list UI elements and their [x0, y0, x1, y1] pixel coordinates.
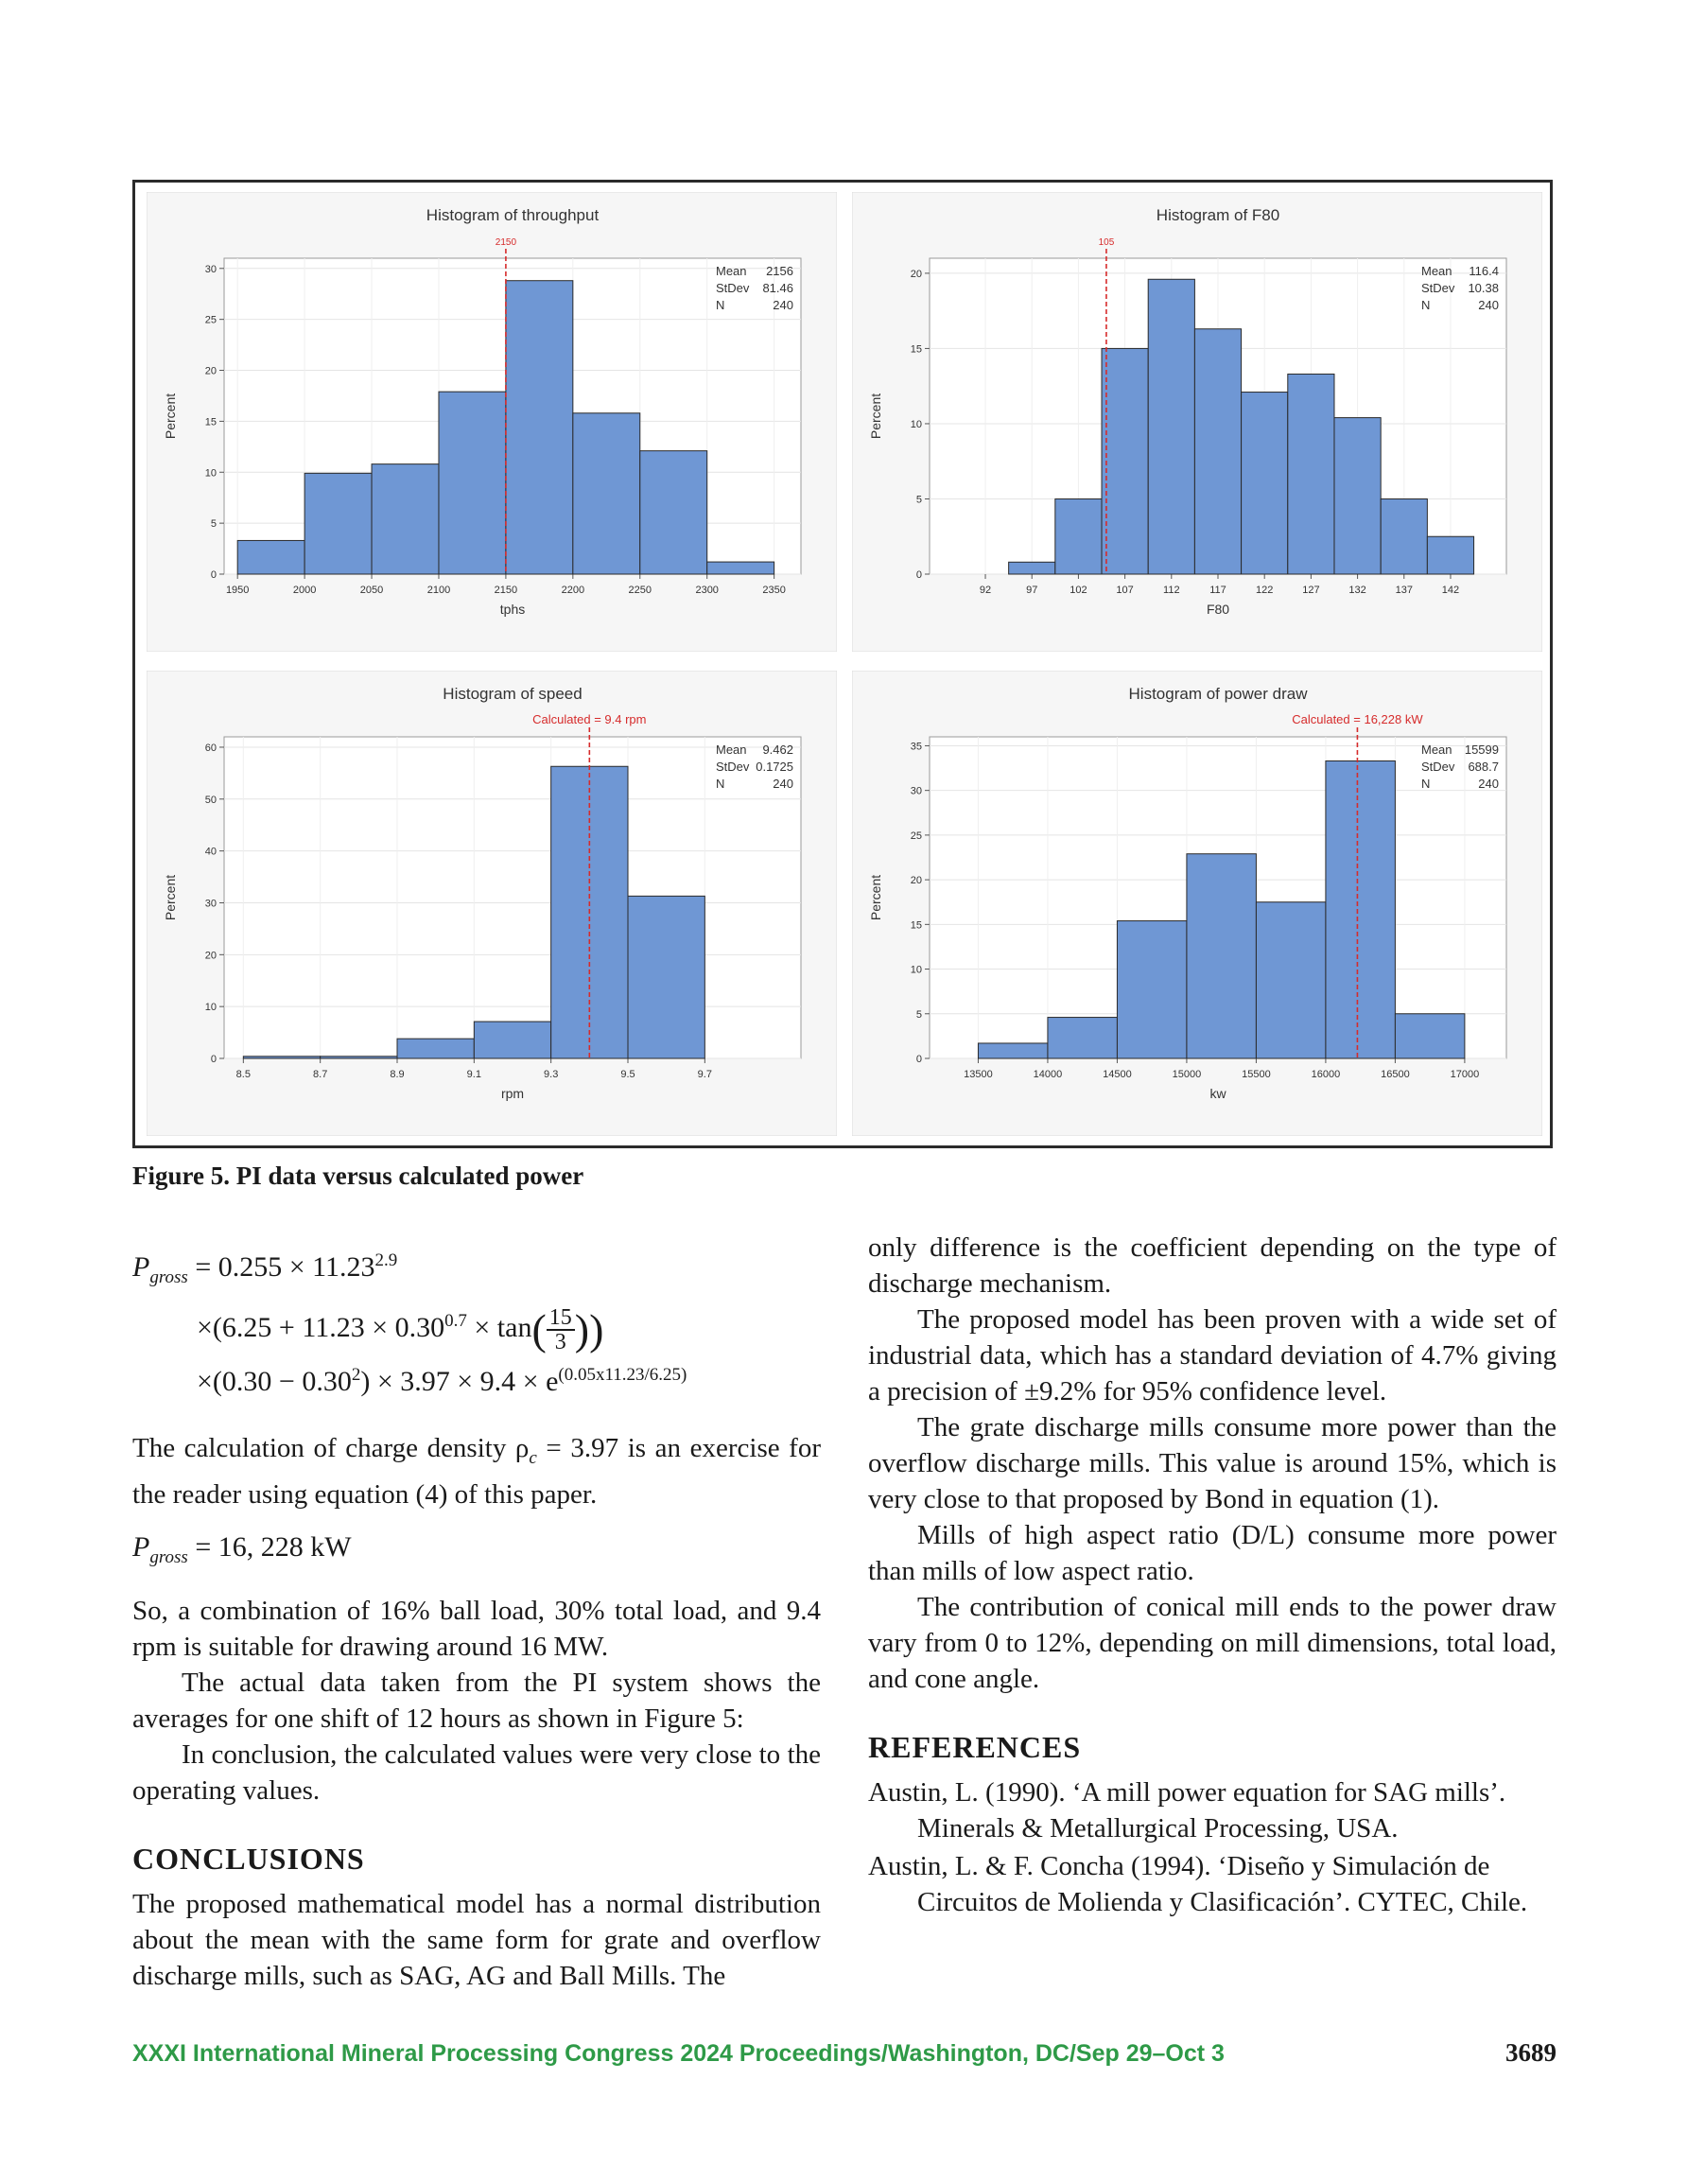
histogram-bar — [1427, 536, 1473, 574]
footer-conference: XXXI International Mineral Processing Congress 2024 Proceedings/Washington, DC/Sep 29–Oct 3 — [132, 2040, 1225, 2067]
stats-label: N — [716, 298, 725, 312]
histogram-bar — [506, 281, 573, 574]
paragraph-combination: So, a combination of 16% ball load, 30% total load, and 9.4 rpm is suitable for drawing around 16 MW. — [132, 1595, 821, 1662]
figure-caption: Figure 5. PI data versus calculated power — [132, 1162, 584, 1190]
x-tick-label: 16500 — [1381, 1069, 1410, 1080]
equation-line-2: $\times(6.25 + 11.23 \times 0.30^{0.7} \times \tan$( $\frac{15}{3}$ )) — [197, 1305, 604, 1355]
references-heading: REFERENCES — [868, 1730, 1082, 1764]
y-tick-label: 0 — [915, 569, 922, 581]
histogram-power-draw — [852, 671, 1542, 1136]
histogram-f80 — [852, 192, 1542, 652]
histogram-throughput — [147, 192, 837, 652]
chart-title: Histogram of F80 — [1156, 206, 1280, 224]
histogram-bar — [237, 540, 304, 574]
y-tick-label: 5 — [915, 494, 922, 506]
x-tick-label: 2250 — [628, 585, 652, 596]
y-tick-label: 20 — [204, 950, 217, 962]
histogram-bar — [1194, 329, 1241, 574]
histogram-bar — [321, 1057, 397, 1058]
x-tick-label: 117 — [1209, 585, 1226, 596]
stats-value: 240 — [773, 298, 793, 312]
y-tick-label: 30 — [204, 263, 217, 275]
y-tick-label: 20 — [910, 875, 922, 887]
y-tick-label: 60 — [204, 742, 217, 754]
reference-line-label: 2150 — [495, 237, 517, 248]
chart-title: Histogram of power draw — [1128, 685, 1308, 703]
stats-label: Mean — [1421, 743, 1452, 757]
histogram-bar — [243, 1057, 320, 1058]
chart-title: Histogram of throughput — [426, 206, 600, 224]
x-tick-label: 14000 — [1033, 1069, 1063, 1080]
y-axis-label: Percent — [163, 874, 178, 921]
histogram-bar — [1326, 761, 1395, 1059]
x-tick-label: 107 — [1116, 585, 1134, 596]
y-tick-label: 5 — [915, 1008, 922, 1021]
histogram-bar — [397, 1039, 474, 1058]
equation-line-3: $\times(0.30 - 0.30^2) \times 3.97 \times 9.4 \times e^{(0.05x11.23/6.25)}$ — [197, 1365, 687, 1398]
y-tick-label: 35 — [910, 741, 922, 753]
y-tick-label: 15 — [910, 343, 922, 356]
equation-line-1: $P_{gross} = 0.255 \times 11.23^{2.9}$ — [132, 1250, 398, 1287]
stats-value: 2156 — [766, 264, 793, 278]
paragraph-model-proven: The proposed model has been proven with a wide set of industrial data, which has a standard deviation of 4.7% giving a precision of ±9.2% for 95% confidence level. — [868, 1304, 1557, 1406]
x-tick-label: 2350 — [762, 585, 786, 596]
x-axis-label: F80 — [1206, 602, 1230, 617]
stats-label: Mean — [1421, 264, 1452, 278]
stats-value: 0.1725 — [756, 760, 793, 774]
histogram-bar — [573, 413, 640, 574]
histogram-speed — [147, 671, 837, 1136]
y-tick-label: 0 — [210, 569, 217, 581]
histogram-bar — [1256, 902, 1325, 1058]
x-tick-label: 1950 — [225, 585, 250, 596]
x-axis-label: kw — [1209, 1086, 1226, 1101]
x-tick-label: 13500 — [964, 1069, 993, 1080]
y-tick-label: 30 — [910, 785, 922, 797]
fraction: $\frac{15}{3}$ — [547, 1306, 575, 1354]
histogram-bar — [1395, 1014, 1464, 1058]
histogram-bar — [1055, 498, 1102, 574]
x-tick-label: 8.5 — [235, 1069, 251, 1080]
x-tick-label: 112 — [1163, 585, 1180, 596]
y-tick-label: 10 — [204, 1002, 217, 1014]
reference-item: Austin, L. & F. Concha (1994). ‘Diseño y Simulación de Circuitos de Molienda y Clasificación’. CYTEC, Chile. — [868, 1851, 1528, 1917]
y-tick-label: 30 — [204, 898, 217, 910]
stats-value: 240 — [1478, 777, 1499, 791]
stats-value: 240 — [773, 777, 793, 791]
stats-label: StDev — [1421, 281, 1455, 295]
x-tick-label: 2050 — [359, 585, 384, 596]
histogram-bar — [1117, 921, 1186, 1058]
histogram-bar — [1381, 498, 1427, 574]
equation-result: $P_{gross} = 16$, 228 kW — [132, 1530, 352, 1567]
histogram-bar — [372, 464, 439, 574]
x-tick-label: 17000 — [1450, 1069, 1480, 1080]
y-tick-label: 20 — [204, 365, 217, 377]
stats-label: N — [716, 777, 725, 791]
y-tick-label: 50 — [204, 794, 217, 806]
y-tick-label: 15 — [204, 416, 217, 428]
paragraph-actual-data: The actual data taken from the PI system shows the averages for one shift of 12 hours as shown in Figure 5: — [132, 1667, 821, 1734]
paragraph-grate-discharge: The grate discharge mills consume more power than the overflow discharge mills. This value is around 15%, which is very close to that proposed by Bond in equation (1). — [868, 1412, 1557, 1514]
reference-line-label: Calculated = 16,228 kW — [1292, 712, 1423, 726]
y-tick-label: 10 — [204, 467, 217, 480]
stats-label: Mean — [716, 264, 747, 278]
y-tick-label: 25 — [910, 830, 922, 842]
x-tick-label: 92 — [979, 585, 992, 596]
right-column — [868, 1230, 1557, 1922]
histogram-bar — [1187, 854, 1256, 1058]
figure-frame — [132, 180, 1553, 1148]
histogram-bar — [978, 1043, 1047, 1058]
x-axis-label: tphs — [499, 602, 526, 617]
x-tick-label: 102 — [1070, 585, 1087, 596]
stats-value: 81.46 — [762, 281, 793, 295]
x-tick-label: 122 — [1256, 585, 1274, 596]
x-tick-label: 127 — [1302, 585, 1320, 596]
equation-gross-power — [132, 1239, 821, 1404]
x-tick-label: 9.1 — [466, 1069, 481, 1080]
paragraph-continued: only difference is the coefficient depending on the type of discharge mechanism. — [868, 1232, 1557, 1299]
histogram-bar — [1009, 562, 1055, 574]
stats-value: 240 — [1478, 298, 1499, 312]
histogram-bar — [707, 562, 774, 574]
x-tick-label: 9.7 — [697, 1069, 712, 1080]
paragraph-conical-ends: The contribution of conical mill ends to the power draw vary from 0 to 12%, depending on mill dimensions, total load, and cone angle. — [868, 1592, 1557, 1694]
y-tick-label: 0 — [915, 1054, 922, 1065]
stats-label: StDev — [716, 281, 750, 295]
histogram-bar — [1148, 279, 1194, 574]
x-tick-label: 16000 — [1311, 1069, 1341, 1080]
y-tick-label: 0 — [210, 1054, 217, 1065]
histogram-bar — [1288, 374, 1334, 574]
x-tick-label: 2200 — [561, 585, 585, 596]
x-tick-label: 2300 — [695, 585, 719, 596]
conclusions-heading: CONCLUSIONS — [132, 1841, 365, 1876]
stats-value: 10.38 — [1468, 281, 1499, 295]
stats-value: 688.7 — [1468, 760, 1499, 774]
x-tick-label: 132 — [1348, 585, 1366, 596]
histogram-bar — [640, 451, 707, 574]
y-tick-label: 10 — [910, 418, 922, 430]
x-tick-label: 8.7 — [313, 1069, 328, 1080]
x-tick-label: 97 — [1026, 585, 1038, 596]
left-column — [132, 1230, 821, 1994]
y-tick-label: 5 — [210, 518, 217, 531]
stats-value: 9.462 — [762, 743, 793, 757]
histogram-bar — [474, 1022, 550, 1058]
y-tick-label: 25 — [204, 314, 217, 326]
page-number: 3689 — [1505, 2038, 1557, 2067]
histogram-bar — [439, 392, 506, 574]
x-tick-label: 8.9 — [390, 1069, 405, 1080]
x-tick-label: 15000 — [1172, 1069, 1202, 1080]
histogram-bar — [304, 473, 372, 574]
paragraph-conclusions: The proposed mathematical model has a normal distribution about the mean with the same form for grate and overflow discharge mills, such as SAG, AG and Ball Mills. The — [132, 1888, 821, 1991]
chart-title: Histogram of speed — [443, 685, 583, 703]
stats-value: 116.4 — [1469, 264, 1499, 278]
paragraph-aspect-ratio: Mills of high aspect ratio (D/L) consume more power than mills of low aspect ratio. — [868, 1520, 1557, 1586]
stats-value: 15599 — [1464, 743, 1499, 757]
y-axis-label: Percent — [868, 393, 883, 440]
y-axis-label: Percent — [868, 874, 883, 921]
y-tick-label: 40 — [204, 846, 217, 858]
paragraph-charge-density: The calculation of charge density $\rho_c = 3.97$ is an exercise for the reader using equation (4) of this paper. — [132, 1433, 822, 1510]
x-tick-label: 9.5 — [620, 1069, 635, 1080]
histogram-bar — [1048, 1018, 1117, 1058]
stats-label: StDev — [1421, 760, 1455, 774]
histogram-bar — [1102, 348, 1148, 574]
y-tick-label: 15 — [910, 919, 922, 932]
reference-item: Austin, L. (1990). ‘A mill power equation for SAG mills’. Minerals & Metallurgical Processing, USA. — [868, 1777, 1506, 1843]
x-tick-label: 14500 — [1103, 1069, 1132, 1080]
histogram-bar — [628, 896, 704, 1058]
stats-label: StDev — [716, 760, 750, 774]
plot-area — [224, 737, 801, 1058]
histogram-bar — [1334, 418, 1381, 574]
histogram-bar — [1242, 393, 1288, 574]
x-axis-label: rpm — [500, 1086, 525, 1101]
stats-label: Mean — [716, 743, 747, 757]
x-tick-label: 9.3 — [544, 1069, 559, 1080]
reference-line-label: Calculated = 9.4 rpm — [532, 712, 647, 726]
y-axis-label: Percent — [163, 393, 178, 440]
x-tick-label: 15500 — [1242, 1069, 1271, 1080]
reference-line-label: 105 — [1098, 237, 1115, 248]
y-tick-label: 20 — [910, 268, 922, 280]
x-tick-label: 2100 — [426, 585, 451, 596]
paragraph-conclusion-intro: In conclusion, the calculated values were very close to the operating values. — [132, 1738, 821, 1806]
x-tick-label: 2150 — [494, 585, 518, 596]
x-tick-label: 142 — [1441, 585, 1460, 596]
stats-label: N — [1421, 777, 1431, 791]
x-tick-label: 2000 — [292, 585, 317, 596]
y-tick-label: 10 — [910, 964, 922, 976]
x-tick-label: 137 — [1395, 585, 1413, 596]
stats-label: N — [1421, 298, 1431, 312]
